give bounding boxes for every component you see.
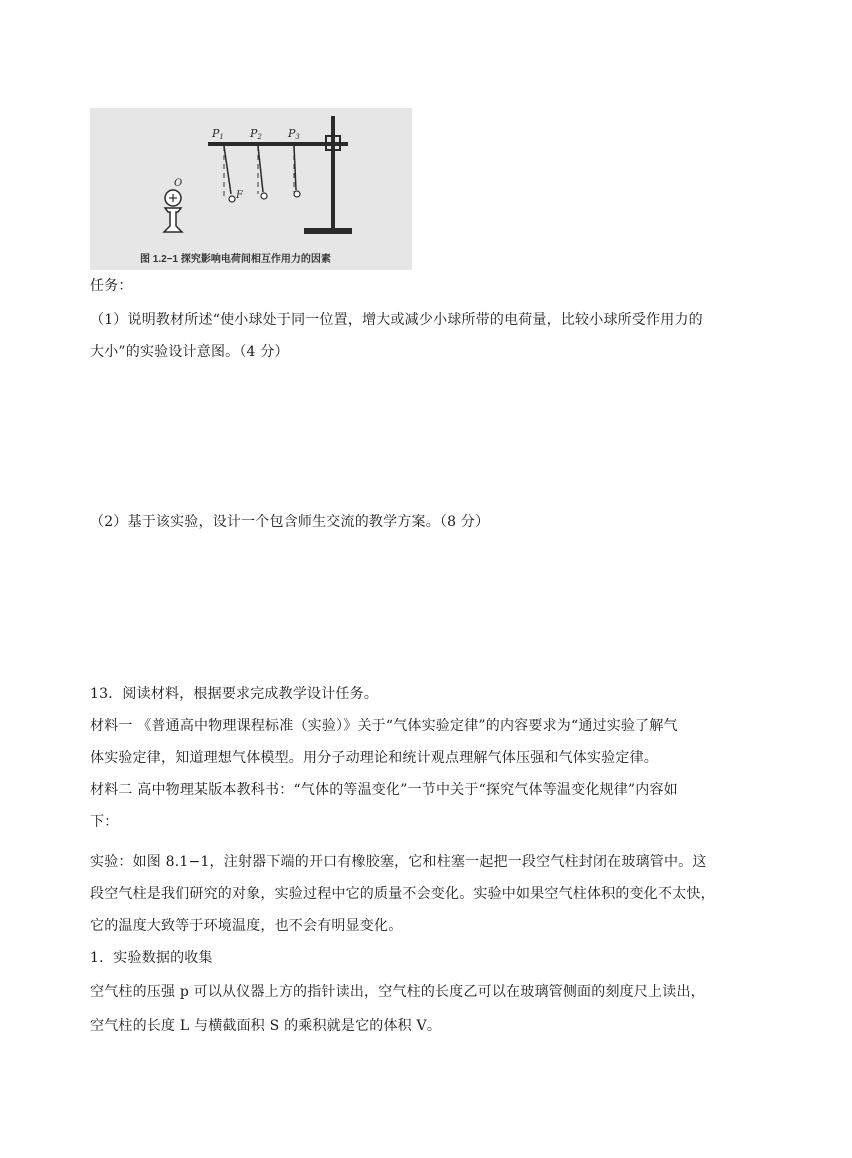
material-2-line-1: 材料二 高中物理某版本教科书：“气体的等温变化”一节中关于“探究气体等温变化规律”内容如 xyxy=(90,782,678,798)
experiment-figure xyxy=(90,108,412,270)
p2-thread xyxy=(258,146,263,192)
p2-ball xyxy=(261,193,267,199)
p3-ball xyxy=(294,191,300,197)
section-1-heading: 1．实验数据的收集 xyxy=(90,950,213,966)
question-13-heading: 13．阅读材料，根据要求完成教学设计任务。 xyxy=(90,686,379,702)
task-heading: 任务： xyxy=(90,278,133,294)
insulating-stand xyxy=(164,208,182,232)
material-1-line-1: 材料一 《普通高中物理课程标准（实验）》关于“气体实验定律”的内容要求为“通过实验了解气 xyxy=(90,718,678,734)
label-p3: P3 xyxy=(288,127,300,141)
question-1-line-2: 大小”的实验设计意图。（4 分） xyxy=(90,344,289,360)
stand-base xyxy=(304,228,352,234)
data-line-2: 空气柱的长度 L 与横截面积 S 的乘积就是它的体积 V。 xyxy=(90,1018,442,1034)
coulomb-apparatus-drawing xyxy=(90,108,412,270)
experiment-line-2: 段空气柱是我们研究的对象，实验过程中它的质量不会变化。实验中如果空气柱体积的变化不太快， xyxy=(90,886,715,902)
material-1-line-2: 体实验定律，知道理想气体模型。用分子动理论和统计观点理解气体压强和气体实验定律。 xyxy=(90,750,658,766)
question-1-line-1: （1）说明教材所述“使小球处于同一位置，增大或减少小球所带的电荷量，比较小球所受作用力的 xyxy=(90,312,703,328)
stand-pole xyxy=(331,116,335,230)
question-2: （2）基于该实验，设计一个包含师生交流的教学方案。（8 分） xyxy=(90,514,490,530)
label-f: F xyxy=(236,190,243,201)
figure-caption: 图 1.2−1 探究影响电荷间相互作用力的因素 xyxy=(140,254,331,265)
label-o: O xyxy=(174,178,183,189)
p1-ball xyxy=(229,196,235,202)
material-2-line-2: 下： xyxy=(90,814,119,830)
experiment-line-3: 它的温度大致等于环境温度，也不会有明显变化。 xyxy=(90,918,403,934)
p1-thread xyxy=(224,146,231,194)
experiment-line-1: 实验：如图 8.1−1，注射器下端的开口有橡胶塞，它和柱塞一起把一段空气柱封闭在玻璃管中。这 xyxy=(90,854,707,870)
data-line-1: 空气柱的压强 p 可以从仪器上方的指针读出，空气柱的长度乙可以在玻璃管侧面的刻度尺上读出， xyxy=(90,984,705,1000)
label-p2: P2 xyxy=(250,127,262,141)
label-p1: P1 xyxy=(212,127,224,141)
